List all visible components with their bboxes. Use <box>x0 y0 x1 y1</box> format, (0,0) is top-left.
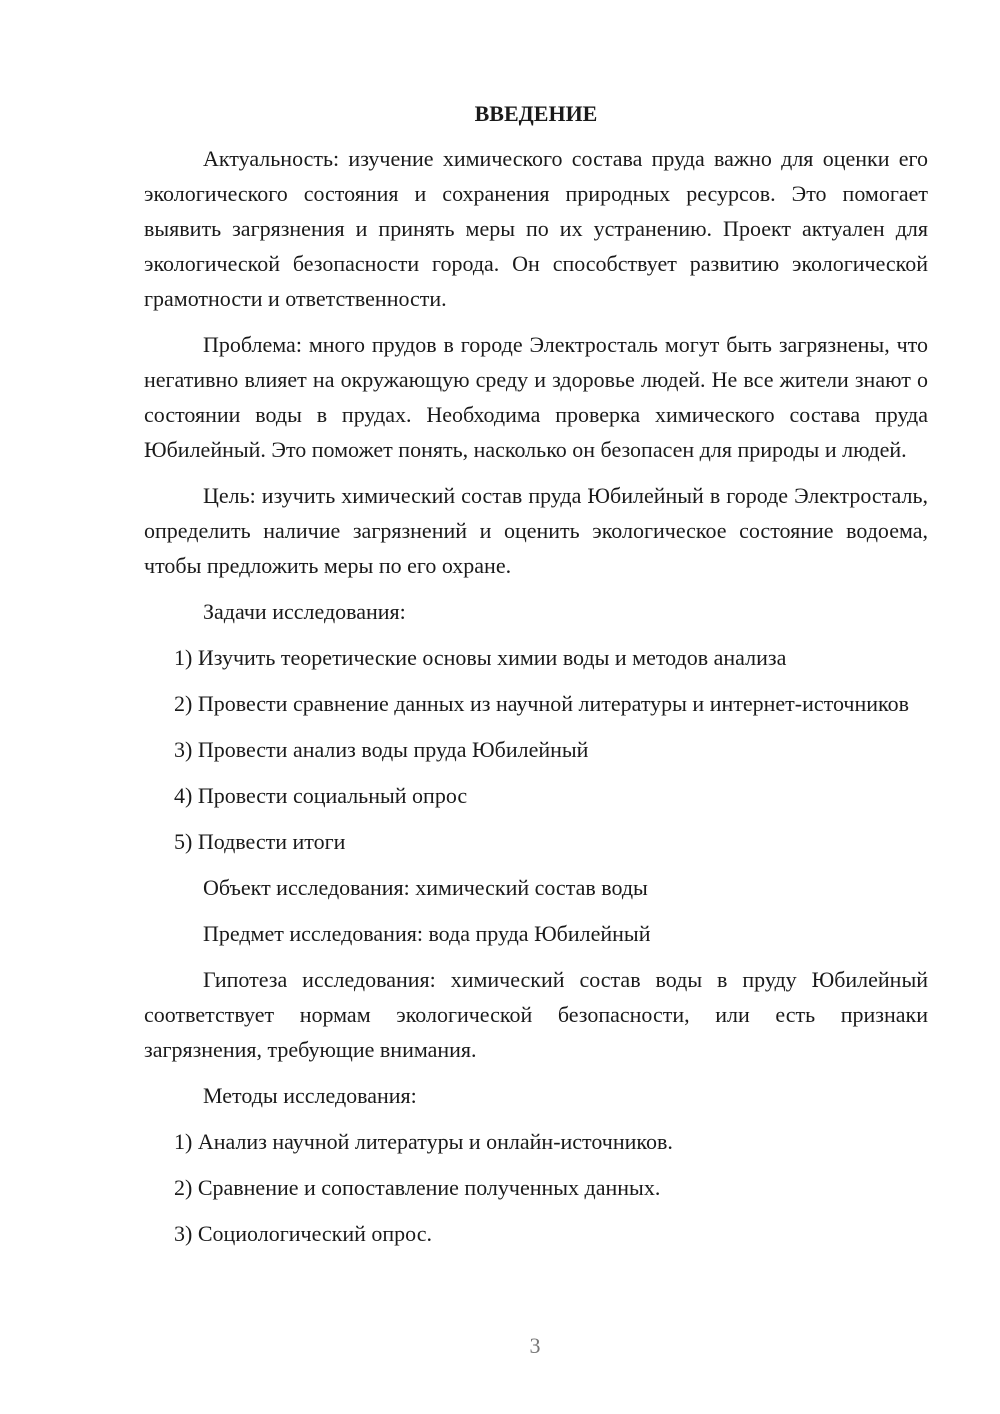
document-body <box>144 96 928 1262</box>
task-item: 2) Провести сравнение данных из научной литературы и интернет-источников <box>174 691 909 716</box>
method-item: 1) Анализ научной литературы и онлайн-источников. <box>174 1129 673 1154</box>
goal-paragraph: Цель: изучить химический состав пруда Юбилейный в городе Электросталь, определить наличие загрязнений и оценить экологическое состояние водоема, чтобы предложить меры по его охране. <box>144 483 928 578</box>
section-title: ВВЕДЕНИЕ <box>474 101 598 126</box>
hypothesis-paragraph: Гипотеза исследования: химический состав воды в пруду Юбилейный соответствует нормам экологической безопасности, или есть признаки загрязнения, требующие внимания. <box>144 967 928 1062</box>
relevance-paragraph: Актуальность: изучение химического состава пруда важно для оценки его экологического состояния и сохранения природных ресурсов. Это помогает выявить загрязнения и принять меры по их устранению. Проект актуален для экологической безопасности города. Он способствует развитию экологической грамотности и ответственности. <box>144 146 928 311</box>
research-subject: Предмет исследования: вода пруда Юбилейный <box>203 921 651 946</box>
page-number: 3 <box>529 1333 541 1358</box>
methods-label: Методы исследования: <box>203 1083 417 1108</box>
problem-paragraph: Проблема: много прудов в городе Электросталь могут быть загрязнены, что негативно влияет на окружающую среду и здоровье людей. Не все жители знают о состоянии воды в прудах. Необходима проверка химического состава пруда Юбилейный. Это поможет понять, насколько он безопасен для природы и людей. <box>144 332 928 462</box>
method-item: 3) Социологический опрос. <box>174 1221 432 1246</box>
task-item: 4) Провести социальный опрос <box>174 783 468 808</box>
task-item: 5) Подвести итоги <box>174 829 346 854</box>
task-item: 1) Изучить теоретические основы химии воды и методов анализа <box>174 645 787 670</box>
tasks-label: Задачи исследования: <box>203 599 406 624</box>
method-item: 2) Сравнение и сопоставление полученных данных. <box>174 1175 661 1200</box>
research-object: Объект исследования: химический состав воды <box>203 875 648 900</box>
task-item: 3) Провести анализ воды пруда Юбилейный <box>174 737 589 762</box>
